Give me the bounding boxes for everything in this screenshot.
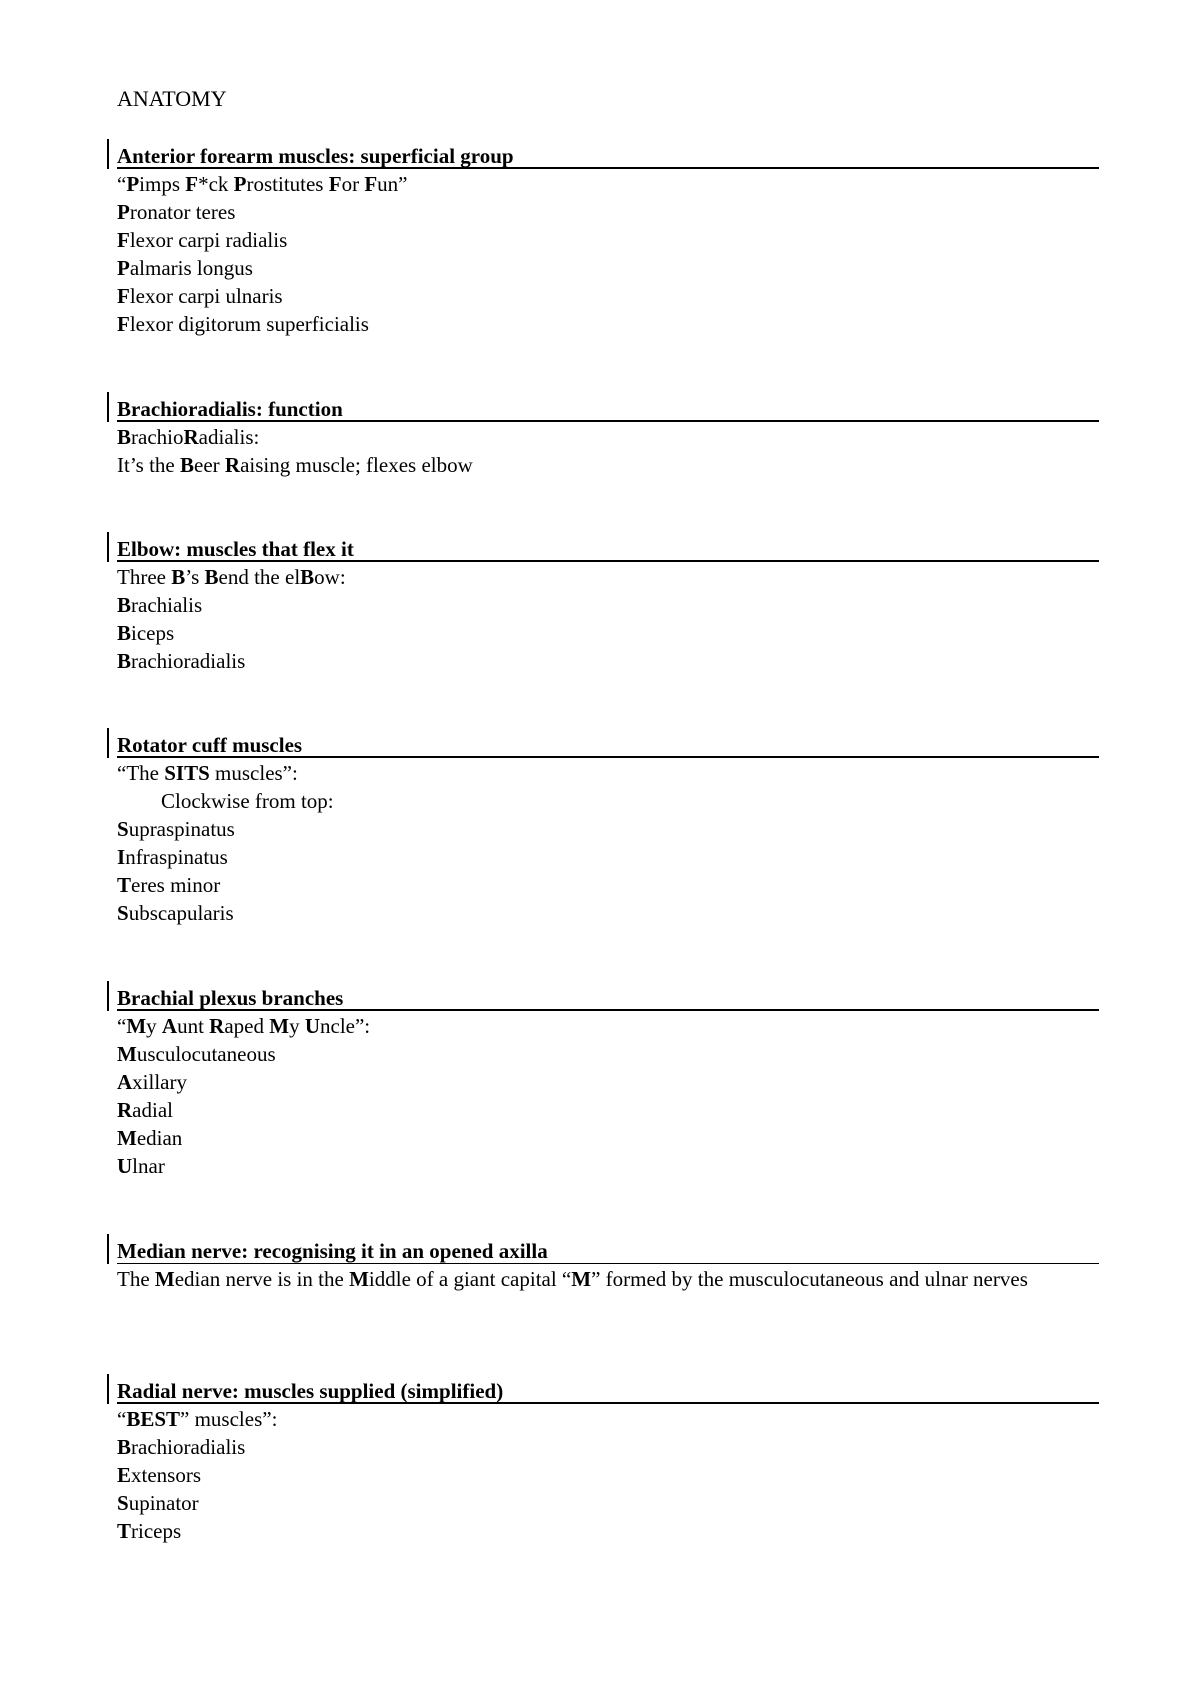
section-elbow-flexors: [117, 536, 1099, 675]
text-line: [117, 310, 1099, 338]
bold-initial: M: [269, 1014, 290, 1038]
text-line: [117, 423, 1099, 451]
text-run: ubscapularis: [128, 901, 234, 925]
text-run: lnar: [132, 1154, 165, 1178]
bold-initial: F: [185, 172, 199, 196]
text-run: nfraspinatus: [125, 845, 228, 869]
text-run: *ck: [198, 172, 234, 196]
text-line: [117, 1068, 1099, 1096]
section-heading: Rotator cuff muscles: [117, 732, 1099, 758]
bold-initial: M: [349, 1267, 369, 1291]
section-body: [117, 170, 1099, 338]
bold-initial: E: [117, 1463, 132, 1487]
text-line: [117, 1040, 1099, 1068]
section-body: [117, 1265, 1099, 1293]
bold-initial: F: [117, 312, 130, 336]
bold-initial: S: [117, 901, 129, 925]
bold-initial: M: [117, 1042, 137, 1066]
text-run: ronator teres: [129, 200, 236, 224]
text-run: upinator: [128, 1491, 199, 1515]
text-run: edian nerve is in the: [174, 1267, 350, 1291]
section-brachioradialis: [117, 396, 1099, 479]
text-line: [117, 1124, 1099, 1152]
text-run: ’s: [185, 565, 205, 589]
document-title: ANATOMY: [117, 86, 227, 111]
bold-initial: U: [117, 1154, 133, 1178]
bold-initial: T: [117, 1519, 132, 1543]
bold-initial: F: [364, 172, 378, 196]
section-anterior-forearm: [117, 143, 1099, 338]
text-line: [117, 1517, 1099, 1545]
bold-initial: BEST: [126, 1407, 181, 1431]
text-run: rachio: [131, 425, 184, 449]
section-radial-nerve: [117, 1378, 1099, 1545]
text-run: eres minor: [131, 873, 221, 897]
text-run: lexor carpi ulnaris: [129, 284, 283, 308]
section-body: [117, 423, 1099, 479]
bold-initial: F: [328, 172, 342, 196]
text-run: end the el: [218, 565, 301, 589]
text-run: eer: [194, 453, 225, 477]
text-run: un”: [377, 172, 408, 196]
text-line: [117, 1265, 1067, 1293]
section-heading: Brachial plexus branches: [117, 985, 1099, 1011]
text-run: iddle of a giant capital “: [368, 1267, 572, 1291]
text-line: [117, 787, 1099, 815]
text-run: edian: [136, 1126, 183, 1150]
text-line: [117, 1433, 1099, 1461]
text-run: rachialis: [131, 593, 203, 617]
bold-initial: P: [233, 172, 247, 196]
bold-initial: A: [117, 1070, 133, 1094]
bold-initial: P: [117, 256, 130, 280]
text-run: lexor digitorum superficialis: [129, 312, 369, 336]
bold-initial: R: [209, 1014, 225, 1038]
text-run: or: [341, 172, 365, 196]
bold-initial: M: [571, 1267, 592, 1291]
bold-initial: B: [117, 621, 132, 645]
text-run: almaris longus: [129, 256, 253, 280]
bold-initial: B: [117, 425, 132, 449]
section-rotator-cuff: [117, 732, 1099, 927]
bold-initial: SITS: [164, 761, 210, 785]
text-run: y: [146, 1014, 162, 1038]
section-body: [117, 759, 1099, 927]
bold-initial: F: [117, 284, 130, 308]
text-line: [117, 282, 1099, 310]
text-line: [117, 254, 1099, 282]
bold-initial: M: [154, 1267, 175, 1291]
bold-initial: R: [117, 1098, 133, 1122]
text-line: [117, 563, 1099, 591]
text-run: lexor carpi radialis: [129, 228, 288, 252]
text-line: [117, 647, 1099, 675]
text-run: “The: [117, 761, 165, 785]
bold-initial: B: [180, 453, 195, 477]
section-heading: Radial nerve: muscles supplied (simplified): [117, 1378, 1099, 1404]
text-run: riceps: [131, 1519, 182, 1543]
text-line: [117, 1489, 1099, 1517]
text-run: Three: [117, 565, 172, 589]
text-run: ” formed by the musculocutaneous and ulnar nerves: [591, 1267, 1028, 1291]
text-line: [117, 1096, 1099, 1124]
section-heading: Elbow: muscles that flex it: [117, 536, 1099, 562]
text-line: [117, 1461, 1099, 1489]
text-run: adial: [132, 1098, 173, 1122]
bold-initial: B: [171, 565, 186, 589]
text-run: rostitutes: [246, 172, 329, 196]
text-line: [117, 198, 1099, 226]
text-run: “: [117, 1014, 127, 1038]
text-line: [117, 899, 1099, 927]
section-brachial-plexus: [117, 985, 1099, 1180]
bold-initial: U: [304, 1014, 320, 1038]
text-line: [117, 759, 1099, 787]
section-median-nerve: [117, 1238, 1099, 1293]
text-run: iceps: [131, 621, 175, 645]
text-line: [117, 170, 1099, 198]
bold-initial: S: [117, 817, 129, 841]
text-run: muscles”:: [209, 761, 298, 785]
text-run: unt: [177, 1014, 210, 1038]
section-body: [117, 1012, 1099, 1180]
text-line: [117, 1012, 1099, 1040]
text-line: [117, 843, 1099, 871]
bold-initial: B: [117, 1435, 132, 1459]
bold-initial: F: [117, 228, 130, 252]
text-run: aped: [224, 1014, 270, 1038]
text-run: It’s the: [117, 453, 180, 477]
bold-initial: M: [117, 1126, 137, 1150]
bold-initial: T: [117, 873, 132, 897]
bold-initial: M: [126, 1014, 147, 1038]
text-line: [117, 871, 1099, 899]
text-line: [117, 1152, 1099, 1180]
text-run: ” muscles”:: [180, 1407, 278, 1431]
text-run: ncle”:: [320, 1014, 371, 1038]
bold-initial: R: [183, 425, 199, 449]
text-line: [117, 591, 1099, 619]
text-run: imps: [139, 172, 186, 196]
text-run: rachioradialis: [131, 649, 246, 673]
text-run: “: [117, 172, 127, 196]
bold-initial: B: [117, 593, 132, 617]
text-run: Clockwise from top:: [161, 789, 334, 813]
bold-initial: P: [126, 172, 140, 196]
text-run: y: [289, 1014, 305, 1038]
text-line: [117, 815, 1099, 843]
text-run: The: [117, 1267, 155, 1291]
bold-initial: R: [224, 453, 241, 477]
text-line: [117, 1405, 1099, 1433]
section-heading: Brachioradialis: function: [117, 396, 1099, 422]
text-run: ow:: [314, 565, 346, 589]
text-line: [117, 451, 1099, 479]
bold-initial: P: [117, 200, 130, 224]
text-run: usculocutaneous: [136, 1042, 276, 1066]
text-run: xtensors: [131, 1463, 202, 1487]
section-heading: Median nerve: recognising it in an opened axilla: [117, 1238, 1099, 1264]
bold-initial: B: [300, 565, 315, 589]
text-run: adialis:: [198, 425, 260, 449]
text-line: [117, 619, 1099, 647]
section-body: [117, 1405, 1099, 1545]
bold-initial: S: [117, 1491, 129, 1515]
bold-initial: A: [161, 1014, 178, 1038]
text-run: xillary: [132, 1070, 187, 1094]
bold-initial: B: [117, 649, 132, 673]
section-heading: Anterior forearm muscles: superficial group: [117, 143, 1099, 169]
text-run: rachioradialis: [131, 1435, 246, 1459]
text-line: [117, 226, 1099, 254]
bold-initial: I: [117, 845, 126, 869]
text-run: “: [117, 1407, 127, 1431]
text-run: aising muscle; flexes elbow: [240, 453, 473, 477]
text-run: upraspinatus: [128, 817, 235, 841]
section-body: [117, 563, 1099, 675]
bold-initial: B: [204, 565, 219, 589]
